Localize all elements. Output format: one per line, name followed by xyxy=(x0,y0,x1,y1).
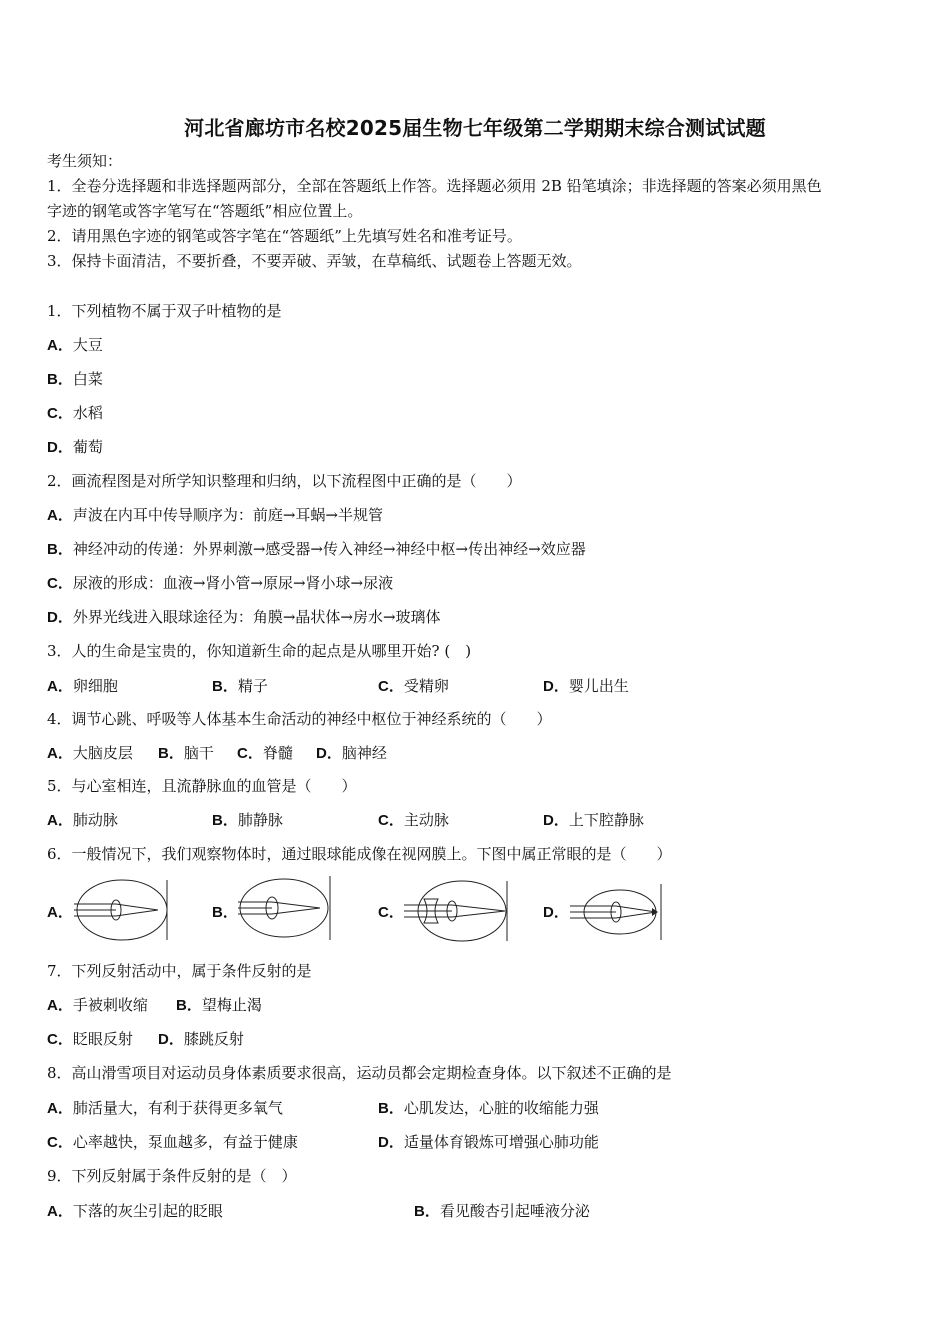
option-text: 心肌发达，心脏的收缩能力强 xyxy=(403,1099,599,1117)
eye-diagram-c xyxy=(402,878,510,944)
option-text: 适量体育锻炼可增强心肺功能 xyxy=(403,1133,599,1151)
option-letter: A． xyxy=(47,904,73,921)
option xyxy=(47,1098,283,1119)
question-stem: 1．下列植物不属于双子叶植物的是 xyxy=(47,302,282,320)
option-letter: B． xyxy=(212,812,238,829)
option-letter: A． xyxy=(47,745,73,762)
option xyxy=(543,676,629,697)
option xyxy=(47,607,441,628)
option-letter: B． xyxy=(47,541,73,558)
option-text: 神经冲动的传递：外界刺激→感受器→传入神经→神经中枢→传出神经→效应器 xyxy=(72,540,586,558)
option-text: 脊髓 xyxy=(262,744,293,762)
option-letter: C． xyxy=(237,745,263,762)
notice-line: 2．请用黑色字迹的钢笔或答字笔在“答题纸”上先填写姓名和准考证号。 xyxy=(47,227,522,245)
option-letter: C． xyxy=(47,405,73,422)
option xyxy=(47,369,103,390)
option-letter: C． xyxy=(378,678,404,695)
option xyxy=(378,810,449,831)
option-text: 看见酸杏引起唾液分泌 xyxy=(439,1202,590,1220)
option xyxy=(47,743,133,764)
option-text: 望梅止渴 xyxy=(201,996,262,1014)
eye-diagram-d xyxy=(568,880,664,944)
option xyxy=(378,902,404,923)
option-text: 葡萄 xyxy=(72,438,103,456)
option xyxy=(47,505,383,526)
option-letter: B． xyxy=(378,1100,404,1117)
notice-line: 字迹的钢笔或答字笔写在“答题纸”相应位置上。 xyxy=(47,202,363,220)
option xyxy=(47,539,586,560)
option xyxy=(543,810,644,831)
option xyxy=(47,810,118,831)
option xyxy=(47,995,148,1016)
option-text: 白菜 xyxy=(72,370,103,388)
option xyxy=(237,743,293,764)
page-title: 河北省廊坊市名校2025届生物七年级第二学期期末综合测试试题 xyxy=(184,116,766,140)
option-letter: D． xyxy=(316,745,342,762)
option xyxy=(47,1132,298,1153)
eye-diagram-b xyxy=(236,874,334,942)
question-stem: 7．下列反射活动中，属于条件反射的是 xyxy=(47,962,312,980)
option xyxy=(378,1132,599,1153)
question-stem: 2．画流程图是对所学知识整理和归纳，以下流程图中正确的是（ ） xyxy=(47,472,522,490)
option-letter: C． xyxy=(47,1031,73,1048)
option-text: 眨眼反射 xyxy=(72,1030,133,1048)
option xyxy=(47,676,118,697)
option xyxy=(158,743,214,764)
option-letter: C． xyxy=(378,904,404,921)
notice-heading: 考生须知： xyxy=(47,152,123,170)
option xyxy=(47,902,73,923)
option-text: 脑神经 xyxy=(341,744,387,762)
question-stem: 4．调节心跳、呼吸等人体基本生命活动的神经中枢位于神经系统的（ ） xyxy=(47,710,552,728)
option xyxy=(378,676,449,697)
option xyxy=(212,902,238,923)
option-letter: A． xyxy=(47,1203,73,1220)
option-letter: C． xyxy=(378,812,404,829)
option xyxy=(47,437,103,458)
option-text: 上下腔静脉 xyxy=(568,811,644,829)
option-text: 外界光线进入眼球途径为：角膜→晶状体→房水→玻璃体 xyxy=(72,608,441,626)
option-text: 肺动脉 xyxy=(72,811,118,829)
option xyxy=(212,810,283,831)
option xyxy=(316,743,387,764)
option-text: 卵细胞 xyxy=(72,677,118,695)
option xyxy=(414,1201,590,1222)
option-letter: C． xyxy=(47,1134,73,1151)
option xyxy=(47,573,393,594)
option-text: 心率越快，泵血越多，有益于健康 xyxy=(72,1133,298,1151)
option-text: 肺活量大，有利于获得更多氧气 xyxy=(72,1099,283,1117)
option-text: 膝跳反射 xyxy=(183,1030,244,1048)
question-stem: 5．与心室相连，且流静脉血的血管是（ ） xyxy=(47,777,357,795)
option xyxy=(47,1201,223,1222)
option-letter: D． xyxy=(543,678,569,695)
option-letter: D． xyxy=(543,904,569,921)
question-stem: 9．下列反射属于条件反射的是（ ） xyxy=(47,1167,297,1185)
option-letter: B． xyxy=(212,904,238,921)
eye-diagram-a xyxy=(72,877,170,943)
option-letter: A． xyxy=(47,812,73,829)
option xyxy=(158,1029,244,1050)
option xyxy=(378,1098,599,1119)
option-letter: D． xyxy=(378,1134,404,1151)
option-text: 声波在内耳中传导顺序为：前庭→耳蜗→半规管 xyxy=(72,506,383,524)
option-letter: B． xyxy=(176,997,202,1014)
option-text: 大脑皮层 xyxy=(72,744,133,762)
option-letter: D． xyxy=(543,812,569,829)
option-text: 脑干 xyxy=(183,744,214,762)
option xyxy=(543,902,569,923)
option-text: 水稻 xyxy=(72,404,103,422)
option-letter: D． xyxy=(47,439,73,456)
option xyxy=(212,676,268,697)
option-letter: B． xyxy=(414,1203,440,1220)
option-text: 主动脉 xyxy=(403,811,449,829)
question-stem: 6．一般情况下，我们观察物体时，通过眼球能成像在视网膜上。下图中属正常眼的是（ ） xyxy=(47,845,672,863)
option-letter: B． xyxy=(212,678,238,695)
option xyxy=(47,335,103,356)
option-text: 手被刺收缩 xyxy=(72,996,148,1014)
option-text: 尿液的形成：血液→肾小管→原尿→肾小球→尿液 xyxy=(72,574,394,592)
notice-line: 1．全卷分选择题和非选择题两部分，全部在答题纸上作答。选择题必须用 2B 铅笔填涂；非选择题的答案必须用黑色 xyxy=(47,177,822,195)
option-letter: A． xyxy=(47,507,73,524)
option xyxy=(47,403,103,424)
option-letter: A． xyxy=(47,997,73,1014)
option xyxy=(176,995,262,1016)
option-letter: A． xyxy=(47,1100,73,1117)
option-text: 下落的灰尘引起的眨眼 xyxy=(72,1202,223,1220)
option-text: 受精卵 xyxy=(403,677,449,695)
question-stem: 3．人的生命是宝贵的，你知道新生命的起点是从哪里开始? ( ) xyxy=(47,642,472,660)
option-letter: B． xyxy=(158,745,184,762)
option-letter: D． xyxy=(47,609,73,626)
question-stem: 8．高山滑雪项目对运动员身体素质要求很高，运动员都会定期检查身体。以下叙述不正确的是 xyxy=(47,1064,672,1082)
notice-line: 3．保持卡面清洁，不要折叠，不要弄破、弄皱，在草稿纸、试题卷上答题无效。 xyxy=(47,252,582,270)
option-letter: A． xyxy=(47,678,73,695)
option-letter: A． xyxy=(47,337,73,354)
option-text: 大豆 xyxy=(72,336,103,354)
option-letter: B． xyxy=(47,371,73,388)
option-letter: D． xyxy=(158,1031,184,1048)
option-letter: C． xyxy=(47,575,73,592)
option-text: 婴儿出生 xyxy=(568,677,629,695)
option-text: 精子 xyxy=(237,677,268,695)
option-text: 肺静脉 xyxy=(237,811,283,829)
option xyxy=(47,1029,133,1050)
